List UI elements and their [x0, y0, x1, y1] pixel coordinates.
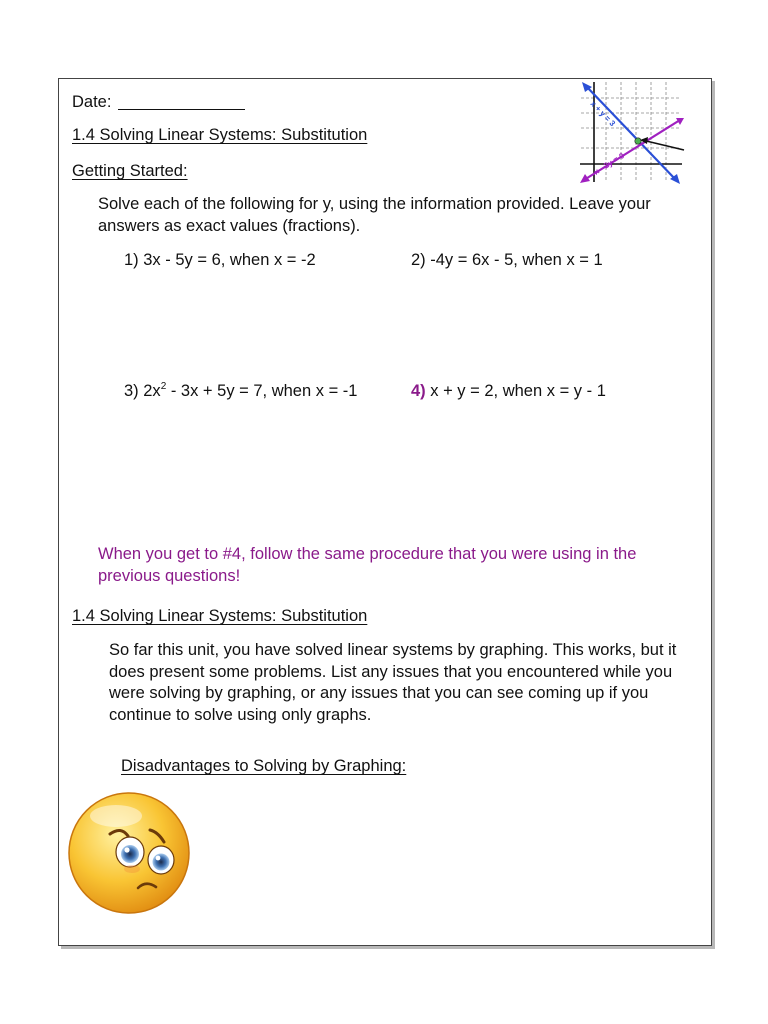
problem-2: 2) -4y = 6x - 5, when x = 1: [411, 251, 603, 269]
line1-label: x + y = 3: [588, 99, 617, 129]
instructions-text: Solve each of the following for y, using the information provided. Leave your answers as exact values (fractions).: [98, 195, 651, 235]
worried-face-icon: [66, 790, 192, 916]
problem-3-prefix: 3) 2x: [124, 382, 161, 400]
page-title: 1.4 Solving Linear Systems: Substitution: [72, 126, 368, 144]
problem-3: [124, 380, 357, 402]
linear-system-graph: [576, 80, 686, 185]
date-label: Date:: [72, 93, 112, 111]
problem-3-suffix: - 3x + 5y = 7, when x = -1: [166, 382, 358, 400]
getting-started-heading: Getting Started:: [72, 162, 188, 180]
intersection-point: [635, 138, 641, 144]
problem-4-number: 4): [411, 382, 426, 400]
section-title: 1.4 Solving Linear Systems: Substitution: [72, 607, 368, 625]
problem-1: 1) 3x - 5y = 6, when x = -2: [124, 251, 316, 269]
pointer-arrow: [642, 140, 684, 150]
problem-4: [411, 380, 606, 402]
line2-label: x - 2y = 0: [592, 151, 626, 177]
problem-3-exponent: 2: [160, 381, 167, 392]
date-blank-line: [118, 95, 245, 110]
procedure-note: When you get to #4, follow the same procedure that you were using in the previous questions!: [98, 545, 637, 585]
problem-4-text: x + y = 2, when x = y - 1: [425, 382, 606, 400]
disadvantages-heading: Disadvantages to Solving by Graphing:: [121, 757, 407, 775]
graphing-intro-text: So far this unit, you have solved linear systems by graphing. This works, but it does present some problems. List any issues that you encountered while you were solving by graphing, or any issues that you can see coming up if you continue to solve using only graphs.: [109, 641, 677, 724]
